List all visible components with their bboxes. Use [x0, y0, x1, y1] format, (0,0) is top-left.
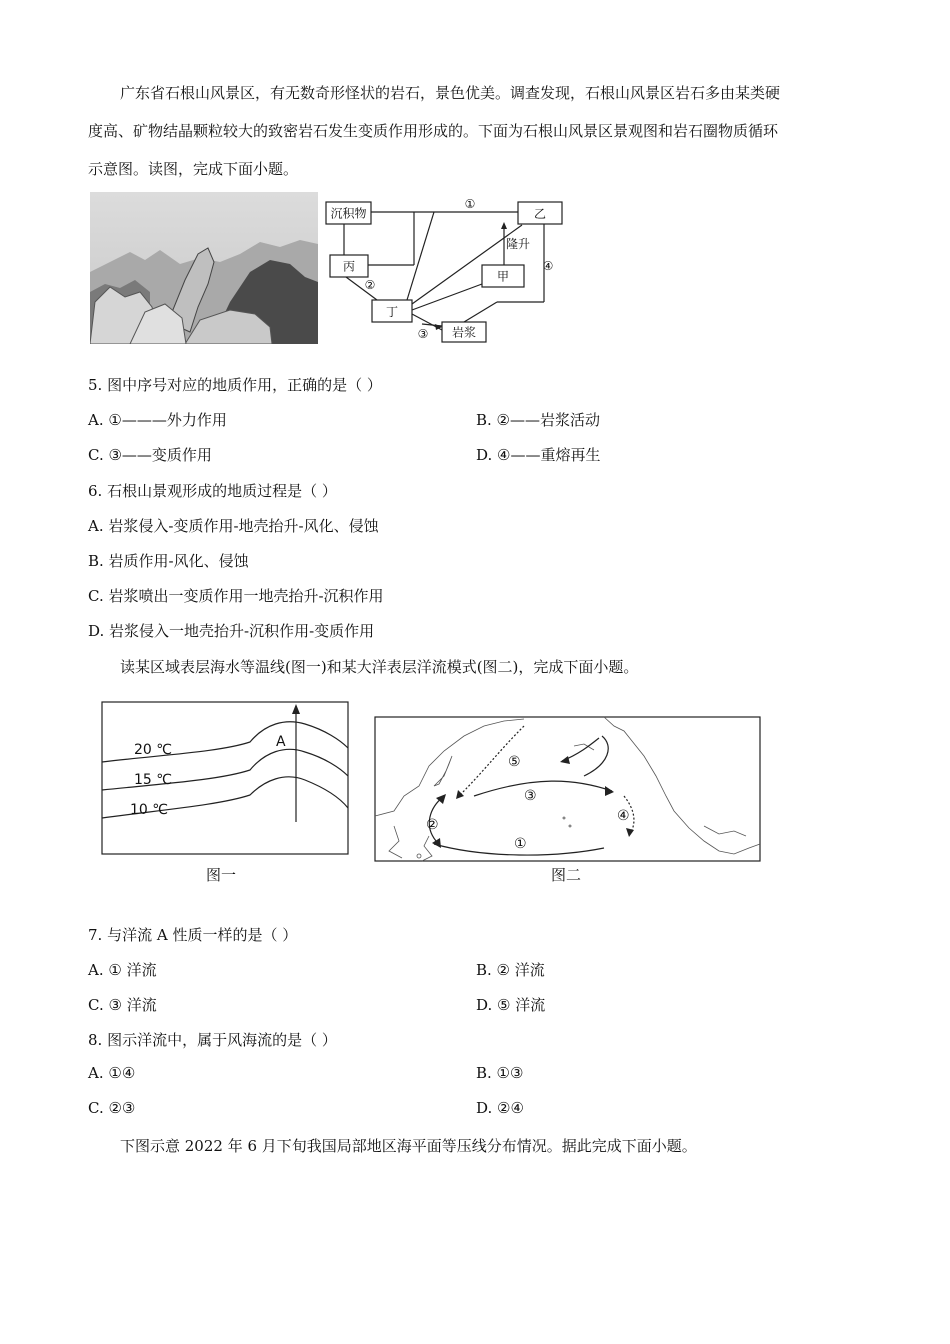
- q6-option-d[interactable]: D. 岩浆侵入一地壳抬升-沉积作用-变质作用: [88, 622, 375, 640]
- intro1-line2: 度高、矿物结晶颗粒较大的致密岩石发生变质作用形成的。下面为石根山风景区景观图和岩石圈物质循环: [88, 122, 779, 140]
- q7-option-c[interactable]: C. ③ 洋流: [88, 996, 157, 1014]
- rock-cycle-diagram: [322, 192, 572, 347]
- q5-option-c[interactable]: C. ③——变质作用: [88, 446, 212, 464]
- ocean-current-figure: [374, 716, 762, 864]
- ding-label: 丁: [385, 305, 399, 319]
- q8-option-c[interactable]: C. ②③: [88, 1099, 136, 1117]
- current-a-label: A: [276, 734, 286, 750]
- landscape-photo: [90, 192, 318, 344]
- q5-option-b[interactable]: B. ②——岩浆活动: [476, 411, 601, 429]
- current-2-label: ②: [426, 817, 439, 833]
- q7-option-d[interactable]: D. ⑤ 洋流: [476, 996, 546, 1014]
- num3-label: ③: [417, 327, 429, 341]
- q8-option-d[interactable]: D. ②④: [476, 1099, 524, 1117]
- uplift-label: 隆升: [506, 237, 531, 251]
- isotherm-15-label: 15 ℃: [134, 772, 172, 788]
- fig2-caption: 图二: [551, 866, 582, 884]
- q5-stem: 5. 图中序号对应的地质作用，正确的是（ ）: [88, 376, 382, 394]
- isotherm-20-label: 20 ℃: [134, 742, 172, 758]
- q7-stem: 7. 与洋流 A 性质一样的是（ ）: [88, 926, 298, 944]
- magma-label: 岩浆: [451, 325, 477, 340]
- intro3-text: 下图示意 2022 年 6 月下旬我国局部地区海平面等压线分布情况。据此完成下面小题。: [120, 1137, 697, 1155]
- fig1-caption: 图一: [206, 866, 237, 884]
- q7-option-a[interactable]: A. ① 洋流: [88, 961, 157, 979]
- q5-option-d[interactable]: D. ④——重熔再生: [476, 446, 601, 464]
- intro2-text: 读某区域表层海水等温线(图一)和某大洋表层洋流模式(图二)，完成下面小题。: [120, 658, 639, 676]
- q6-option-b[interactable]: B. 岩质作用-风化、侵蚀: [88, 552, 249, 570]
- sediment-label: 沉积物: [330, 206, 367, 221]
- q8-stem: 8. 图示洋流中，属于风海流的是（ ）: [88, 1031, 337, 1049]
- q6-option-a[interactable]: A. 岩浆侵入-变质作用-地壳抬升-风化、侵蚀: [88, 517, 379, 535]
- intro1-line1: 广东省石根山风景区，有无数奇形怪状的岩石，景色优美。调查发现，石根山风景区岩石多由某类硬: [120, 84, 781, 102]
- q7-option-b[interactable]: B. ② 洋流: [476, 961, 545, 979]
- isotherm-figure: [100, 700, 352, 858]
- q8-option-b[interactable]: B. ①③: [476, 1064, 524, 1082]
- num1-label: ①: [464, 197, 476, 211]
- current-3-label: ③: [524, 788, 537, 804]
- intro1-line3: 示意图。读图，完成下面小题。: [88, 160, 299, 178]
- q5-option-a[interactable]: A. ①———外力作用: [88, 411, 227, 429]
- current-1-label: ①: [514, 836, 527, 852]
- current-4-label: ④: [617, 808, 630, 824]
- isotherm-10-label: 10 ℃: [130, 802, 168, 818]
- num4-label: ④: [542, 259, 554, 273]
- current-5-label: ⑤: [508, 754, 521, 770]
- num2-label: ②: [364, 278, 376, 292]
- jia-label: 甲: [496, 269, 510, 284]
- yi-label: 乙: [533, 207, 547, 221]
- bing-label: 丙: [342, 259, 356, 274]
- q6-option-c[interactable]: C. 岩浆喷出一变质作用一地壳抬升-沉积作用: [88, 587, 384, 605]
- q6-stem: 6. 石根山景观形成的地质过程是（ ）: [88, 482, 337, 500]
- q8-option-a[interactable]: A. ①④: [88, 1064, 136, 1082]
